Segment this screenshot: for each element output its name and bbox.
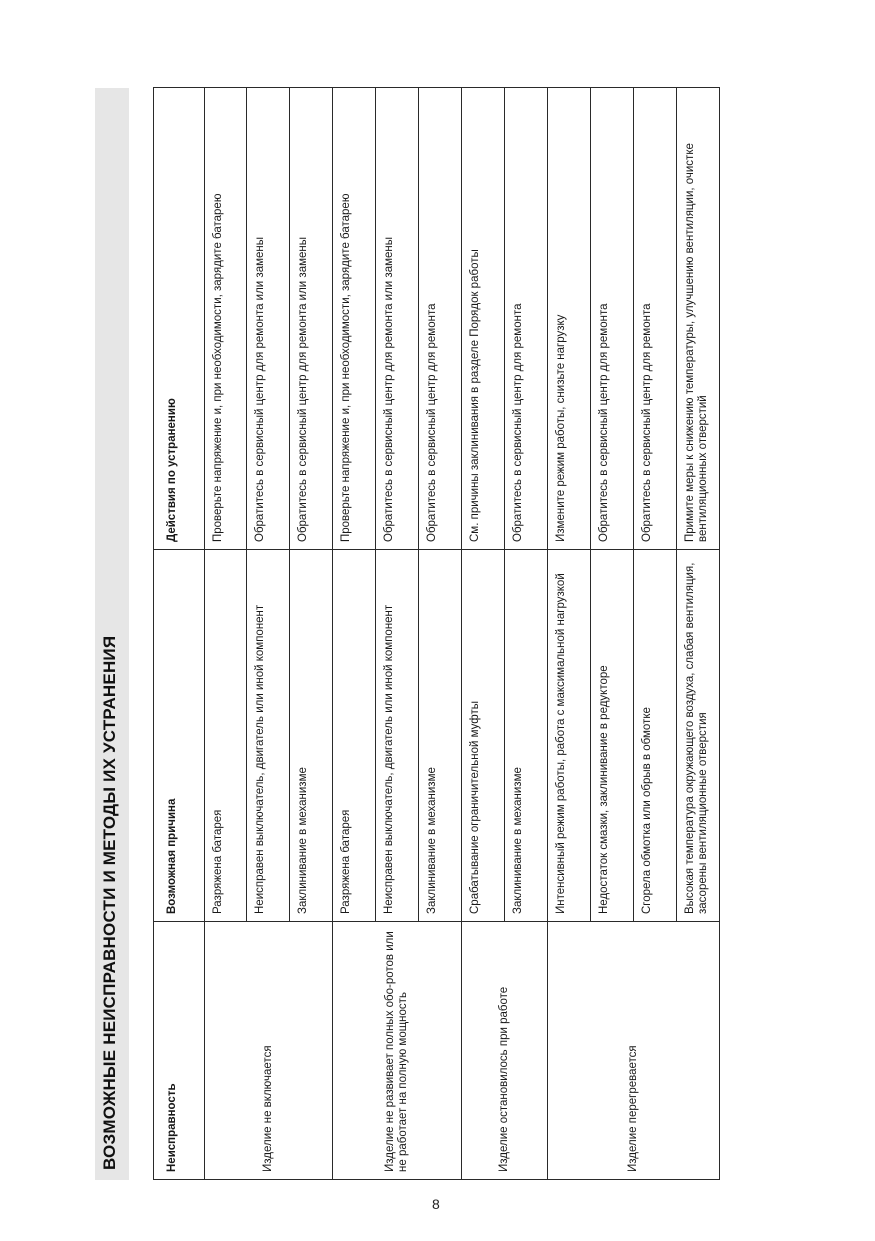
troubleshooting-table [153,87,720,1180]
action-cell: См. причины заклинивания в разделе Порядок работы [462,88,505,550]
cause-cell: Недостаток смазки, заклинивание в редукторе [591,550,634,922]
table-row [462,88,505,1180]
action-cell: Примите меры к снижению температуры, улучшению вентиляции, очистке вентиляционных отверстий [677,88,720,550]
title-band [95,88,129,1180]
action-cell: Обратитесь в сервисный центр для ремонта [419,88,462,550]
cause-cell: Высокая температура окружающего воздуха, слабая вентиляция, засорены вентиляционные отверстия [677,550,720,922]
table-header-row [154,88,205,1180]
problem-cell: Изделие перегревается [548,922,720,1180]
table-row [333,88,376,1180]
header-problem: Неисправность [154,922,205,1180]
action-cell: Обратитесь в сервисный центр для ремонта или замены [247,88,290,550]
page-title: ВОЗМОЖНЫЕ НЕИСПРАВНОСТИ И МЕТОДЫ ИХ УСТРАНЕНИЯ [100,635,119,1170]
problem-cell: Изделие остановилось при работе [462,922,548,1180]
cause-cell: Разряжена батарея [205,550,247,922]
cause-cell: Сгорела обмотка или обрыв в обмотке [634,550,677,922]
action-cell: Обратитесь в сервисный центр для ремонта или замены [376,88,419,550]
table-row [548,88,591,1180]
page-number: 8 [432,1196,440,1212]
cause-cell: Разряжена батарея [333,550,376,922]
action-cell: Обратитесь в сервисный центр для ремонта [634,88,677,550]
header-cause: Возможная причина [154,550,205,922]
action-cell: Обратитесь в сервисный центр для ремонта [505,88,548,550]
table-row [205,88,247,1180]
action-cell: Проверьте напряжение и, при необходимости, зарядите батарею [205,88,247,550]
problem-cell: Изделие не развивает полных обо-ротов или не работает на полную мощность [333,922,462,1180]
cause-cell: Заклинивание в механизме [419,550,462,922]
cause-cell: Заклинивание в механизме [290,550,333,922]
header-action: Действия по устранению [154,88,205,550]
cause-cell: Срабатывание ограничительной муфты [462,550,505,922]
action-cell: Измените режим работы, снизьте нагрузку [548,88,591,550]
action-cell: Проверьте напряжение и, при необходимости, зарядите батарею [333,88,376,550]
problem-cell: Изделие не включается [205,922,333,1180]
cause-cell: Интенсивный режим работы, работа с максимальной нагрузкой [548,550,591,922]
cause-cell: Неисправен выключатель, двигатель или иной компонент [376,550,419,922]
action-cell: Обратитесь в сервисный центр для ремонта [591,88,634,550]
cause-cell: Неисправен выключатель, двигатель или иной компонент [247,550,290,922]
cause-cell: Заклинивание в механизме [505,550,548,922]
action-cell: Обратитесь в сервисный центр для ремонта или замены [290,88,333,550]
